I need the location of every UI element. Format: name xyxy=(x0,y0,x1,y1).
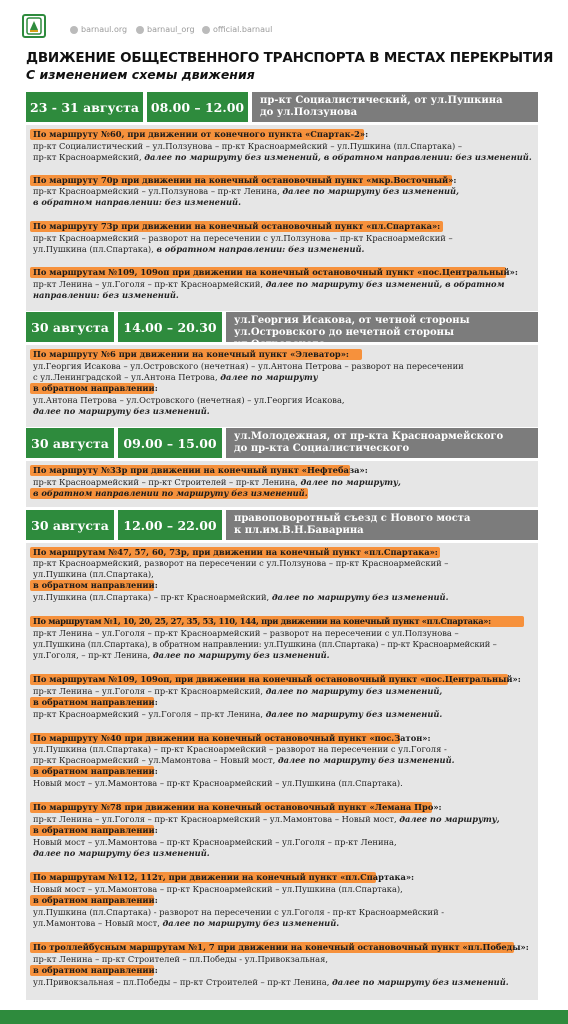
route-heading: По маршрутам №109, 109оп при движении на конечный остановочный пункт «пос.Центральный»: xyxy=(33,267,518,277)
route-text: пр-кт Красноармейский, разворот на пересечении с ул.Ползунова – пр-кт Красноармейский – xyxy=(33,558,449,568)
date-badge: 30 августа xyxy=(26,312,114,342)
time-badge: 08.00 – 12.00 xyxy=(147,92,248,122)
date-badge: 30 августа xyxy=(26,428,114,458)
route-text: пр-кт Красноармейский – пр-кт Строителей – пр-кт Ленина, далее по маршруту, xyxy=(33,477,401,487)
route-text: ул.Привокзальная – пл.Победы – пр-кт Строителей – пр-кт Ленина, далее по маршруту без изменений. xyxy=(33,977,509,987)
route-text: далее по маршруту без изменений. xyxy=(33,848,210,858)
route-text: пр-кт Ленина – ул.Гоголя – пр-кт Красноармейский, далее по маршруту без изменений, в обратном xyxy=(33,279,505,289)
route-text: ул.Пушкина (пл.Спартака), в обратном направлении: ул.Пушкина (пл.Спартака) – пр-кт Красноармейский – xyxy=(33,639,497,649)
route-text: ул.Пушкина (пл.Спартака) – пр-кт Красноармейский – разворот на пересечении с ул.Гоголя - xyxy=(33,744,447,754)
route-text: пр-кт Красноармейский – ул.Ползунова – пр-кт Ленина, далее по маршруту без изменений, xyxy=(33,186,459,196)
route-text: ул.Пушкина (пл.Спартака), в обратном направлении: без изменений. xyxy=(33,244,365,254)
route-text: с ул.Ленинградской – ул.Антона Петрова, далее по маршруту xyxy=(33,372,318,382)
page-title: ДВИЖЕНИЕ ОБЩЕСТВЕННОГО ТРАНСПОРТА В МЕСТАХ ПЕРЕКРЫТИЯ xyxy=(26,50,554,66)
route-text: ул.Антона Петрова – ул.Островского (нечетная) – ул.Георгия Исакова, xyxy=(33,395,345,405)
route-text: ул.Мамонтова – Новый мост, далее по маршруту без изменений. xyxy=(33,918,340,928)
section-header xyxy=(26,428,538,458)
route-direction: в обратном направлении: xyxy=(33,965,158,975)
route-text: ул.Пушкина (пл.Спартака), xyxy=(33,569,154,579)
social-vk[interactable]: barnaul.org xyxy=(70,25,127,34)
location-badge: ул.Георгия Исакова, от четной стороны ул.Островского до нечетной стороны xyxy=(226,312,538,342)
route-text: ул.Пушкина (пл.Спартака) – пр-кт Красноармейский, далее по маршруту без изменений. xyxy=(33,592,449,602)
route-heading: По маршруту №78 при движении на конечный остановочный пункт «Лемана Про»: xyxy=(33,802,442,812)
route-heading: По троллейбусным маршрутам №1, 7 при движении на конечный остановочный пункт «пл.Победы»: xyxy=(33,942,529,952)
route-text: пр-кт Красноармейский – разворот на пересечении с ул.Ползунова – пр-кт Красноармейский – xyxy=(33,233,453,243)
top-bar xyxy=(0,0,568,46)
city-logo xyxy=(22,14,46,38)
bottom-bar xyxy=(0,1010,568,1024)
route-text: пр-кт Ленина – пр-кт Строителей – пл.Победы - ул.Привокзальная, xyxy=(33,954,329,964)
route-direction: в обратном направлении: xyxy=(33,383,158,393)
route-text: в обратном направлении: без изменений. xyxy=(33,197,241,207)
route-text: Новый мост – ул.Мамонтова – пр-кт Красноармейский – ул.Гоголя – пр-кт Ленина, xyxy=(33,837,397,847)
time-badge: 09.00 – 15.00 xyxy=(118,428,222,458)
ok-icon xyxy=(136,26,144,34)
social-ok[interactable]: barnaul_org xyxy=(136,25,195,34)
route-direction: в обратном направлении: xyxy=(33,766,158,776)
time-badge: 14.00 – 20.30 xyxy=(118,312,222,342)
section-header xyxy=(26,312,538,342)
location-badge: правоповоротный съезд с Нового моста к пл.им.В.Н.Баварина xyxy=(226,510,538,540)
location-badge: ул.Молодежная, от пр-кта Красноармейского до пр-кта Социалистического xyxy=(226,428,538,458)
route-direction: в обратном направлении: xyxy=(33,825,158,835)
route-direction: в обратном направлении по маршруту без изменений. xyxy=(33,488,308,498)
route-heading: По маршруту 73р при движении на конечный остановочный пункт «пл.Спартака»: xyxy=(33,221,441,231)
route-text: пр-кт Красноармейский, далее по маршруту без изменений, в обратном направлении: без изменений. xyxy=(33,152,532,162)
route-text: пр-кт Ленина – ул.Гоголя – пр-кт Красноармейский, далее по маршруту без изменений, xyxy=(33,686,443,696)
coat-of-arms-icon xyxy=(24,16,44,36)
route-text: пр-кт Ленина – ул.Гоголя – пр-кт Красноармейский – ул.Мамонтова – Новый мост, далее по маршруту, xyxy=(33,814,500,824)
time-badge: 12.00 – 22.00 xyxy=(118,510,222,540)
route-text: Новый мост – ул.Мамонтова – пр-кт Красноармейский – ул.Пушкина (пл.Спартака), xyxy=(33,884,403,894)
route-heading: По маршруту №40 при движении на конечный остановочный пункт «пос.Затон»: xyxy=(33,733,431,743)
page-subtitle: С изменением схемы движения xyxy=(26,67,255,82)
route-text: ул.Георгия Исакова – ул.Островского (нечетная) – ул.Антона Петрова – разворот на пересечении xyxy=(33,361,464,371)
route-heading: По маршруту №33р при движении на конечный пункт «Нефтебаза»: xyxy=(33,465,368,475)
date-badge: 23 - 31 августа xyxy=(26,92,143,122)
route-text: пр-кт Ленина – ул.Гоголя – пр-кт Красноармейский – разворот на пересечении с ул.Ползунова – xyxy=(33,628,459,638)
route-heading: По маршрутам №112, 112т, при движении на конечный пункт «пл.Спартака»: xyxy=(33,872,415,882)
route-heading: По маршруту №6 при движении на конечный пункт «Элеватор»: xyxy=(33,349,349,359)
route-direction: в обратном направлении: xyxy=(33,580,158,590)
route-direction: в обратном направлении: xyxy=(33,697,158,707)
route-direction: в обратном направлении: xyxy=(33,895,158,905)
route-text: ул.Пушкина (пл.Спартака) - разворот на пересечении с ул.Гоголя - пр-кт Красноармейский - xyxy=(33,907,445,917)
section-header xyxy=(26,510,538,540)
date-badge: 30 августа xyxy=(26,510,114,540)
route-text: направлении: без изменений. xyxy=(33,290,179,300)
location-badge: пр-кт Социалистический, от ул.Пушкина до ул.Ползунова xyxy=(252,92,538,122)
section-header xyxy=(26,92,538,122)
route-text: пр-кт Красноармейский – ул.Гоголя – пр-кт Ленина, далее по маршруту без изменений. xyxy=(33,709,443,719)
route-text: далее по маршруту без изменений. xyxy=(33,406,210,416)
route-text: пр-кт Социалистический – ул.Ползунова – пр-кт Красноармейский – ул.Пушкина (пл.Спартака) – xyxy=(33,141,463,151)
route-heading: По маршруту 70р при движении на конечный остановочный пункт «мкр.Восточный»: xyxy=(33,175,457,185)
route-text: Новый мост – ул.Мамонтова – пр-кт Красноармейский – ул.Пушкина (пл.Спартака). xyxy=(33,778,403,788)
route-heading: По маршрутам №47, 57, 60, 73р, при движении на конечный пункт «пл.Спартака»: xyxy=(33,547,438,557)
route-text: ул.Гоголя, – пр-кт Ленина, далее по маршруту без изменений. xyxy=(33,650,330,660)
social-telegram[interactable]: official.barnaul xyxy=(202,25,272,34)
telegram-icon xyxy=(202,26,210,34)
route-heading: По маршрутам №109, 109оп, при движении на конечный остановочный пункт «пос.Центральный»: xyxy=(33,674,521,684)
route-heading: По маршруту №60, при движении от конечного пункта «Спартак-2»: xyxy=(33,129,369,139)
route-heading: По маршрутам №1, 10, 20, 25, 27, 35, 53, 110, 144, при движении на конечный пункт «пл.Спартака»: xyxy=(33,616,491,626)
vk-icon xyxy=(70,26,78,34)
route-text: пр-кт Красноармейский – ул.Мамонтова – Новый мост, далее по маршруту без изменений. xyxy=(33,755,455,765)
